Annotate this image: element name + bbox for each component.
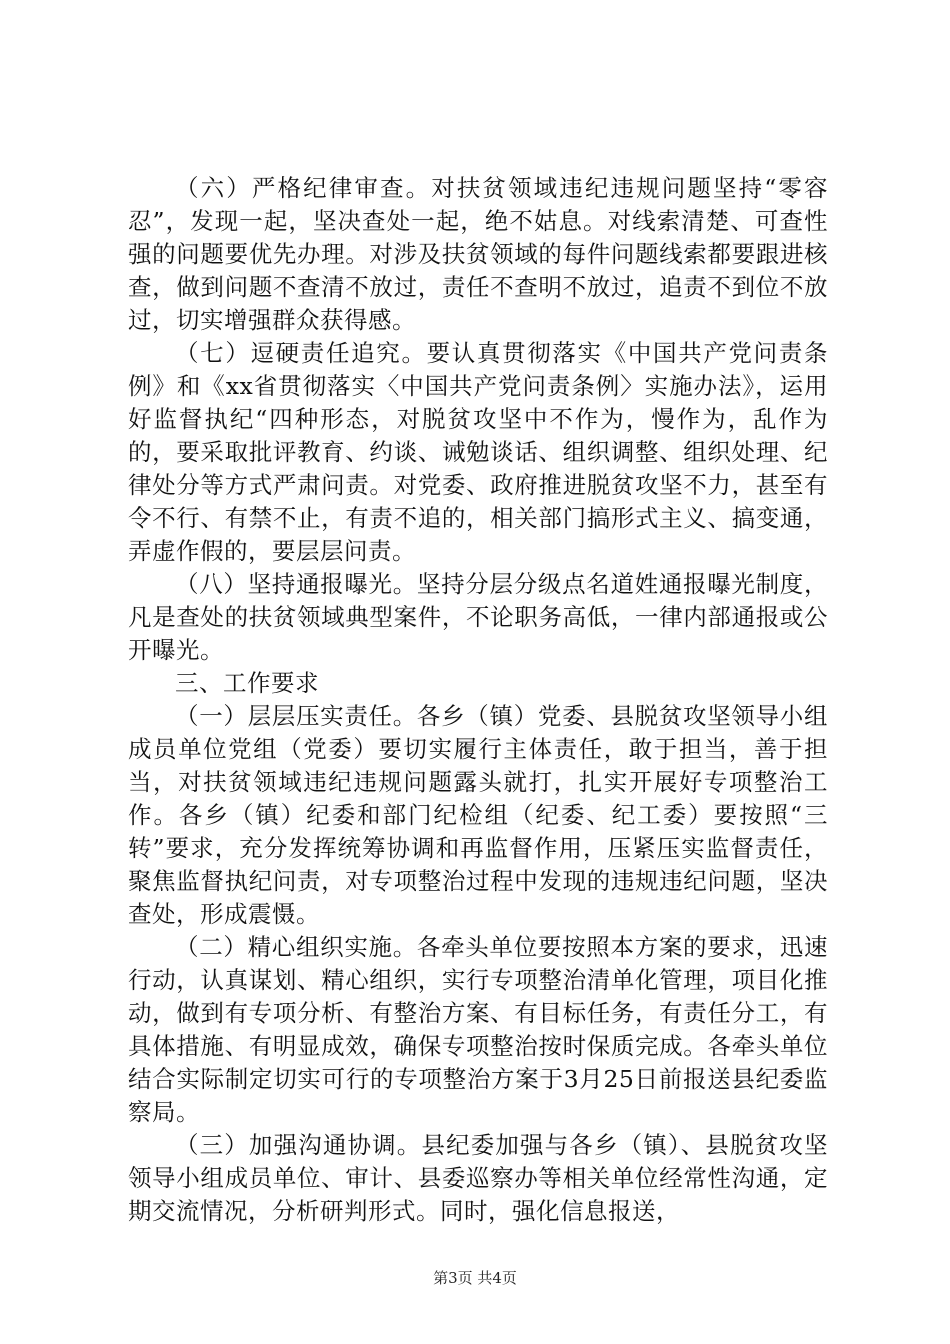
paragraph-6-discipline-review: （六）严格纪律审查。对扶贫领域违纪违规问题坚持“零容忍”，发现一起，坚决查处一起，绝不姑息。对线索清楚、可查性强的问题要优先办理。对涉及扶贫领域的每件问题线索都要跟进核查，做到问题不查清不放过，责任不查明不放过，追责不到位不放过，切实增强群众获得感。 <box>128 174 828 334</box>
requirement-3-coordination: （三）加强沟通协调。县纪委加强与各乡（镇）、县脱贫攻坚领导小组成员单位、审计、县委巡察办等相关单位经常性沟通，定期交流情况，分析研判形式。同时，强化信息报送， <box>128 1131 828 1225</box>
document-body <box>128 172 828 1228</box>
page-footer: 第3页 共4页 <box>433 1269 517 1287</box>
requirement-1-responsibility: （一）层层压实责任。各乡（镇）党委、县脱贫攻坚领导小组成员单位党组（党委）要切实履行主体责任，敢于担当，善于担当，对扶贫领域违纪违规问题露头就打，扎实开展好专项整治工作。各乡（镇）纪委和部门纪检组（纪委、纪工委）要按照“三转”要求，充分发挥统筹协调和再监督作用，压紧压实监督责任，聚焦监督执纪问责，对专项整治过程中发现的违规违纪问题，坚决查处，形成震慑。 <box>128 702 828 928</box>
requirement-2-implementation: （二）精心组织实施。各牵头单位要按照本方案的要求，迅速行动，认真谋划、精心组织，实行专项整治清单化管理，项目化推动，做到有专项分析、有整治方案、有目标任务，有责任分工，有具体措施、有明显成效，确保专项整治按时保质完成。各牵头单位结合实际制定切实可行的专项整治方案于3月25日前报送县纪委监察局。 <box>128 933 828 1126</box>
paragraph-7-accountability: （七）逗硬责任追究。要认真贯彻落实《中国共产党问责条例》和《xx省贯彻落实〈中国共产党问责条例〉实施办法》，运用好监督执纪“四种形态，对脱贫攻坚中不作为，慢作为，乱作为的，要采取批评教育、约谈、诫勉谈话、组织调整、组织处理、纪律处分等方式严肃问责。对党委、政府推进脱贫攻坚不力，甚至有令不行、有禁不止，有责不追的，相关部门搞形式主义、搞变通，弄虚作假的，要层层问责。 <box>128 339 828 565</box>
paragraph-8-public-exposure: （八）坚持通报曝光。坚持分层分级点名道姓通报曝光制度，凡是查处的扶贫领域典型案件，不论职务高低，一律内部通报或公开曝光。 <box>128 570 828 664</box>
section-heading-work-requirements: 三、工作要求 <box>175 669 319 697</box>
